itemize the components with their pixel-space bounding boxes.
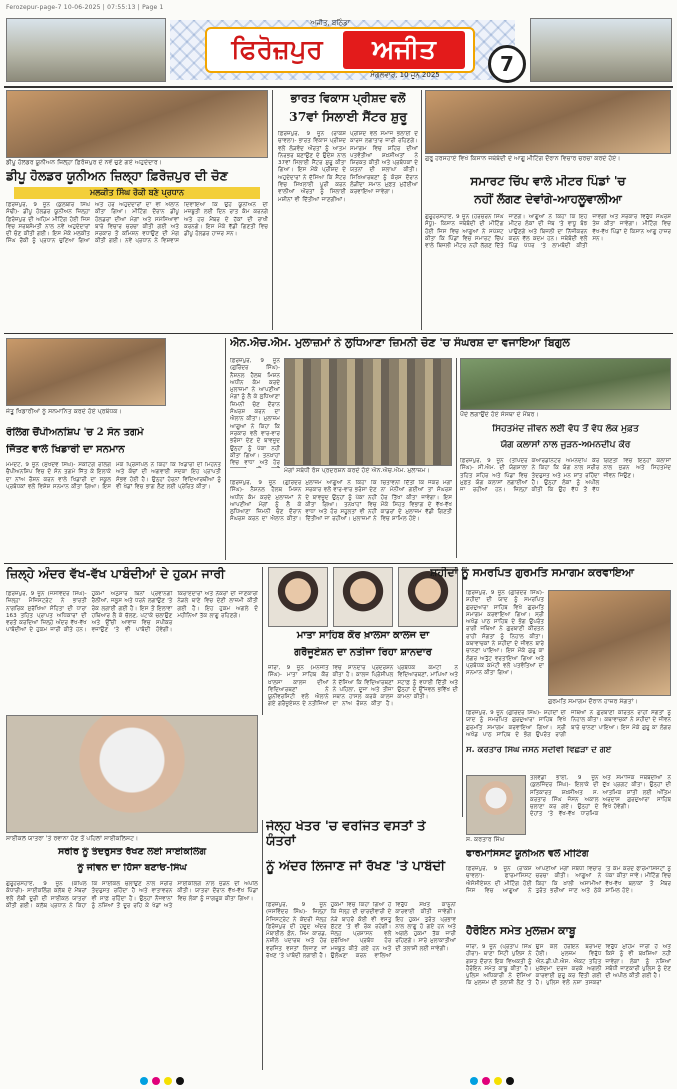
black-swatch [506, 1077, 514, 1085]
jail-body: ਫ਼ਿਰੋਜ਼ਪੁਰ, 9 ਜੂਨ (ਜਸਵਿੰਦਰ ਸਿੰਘ)- ਜ਼ਿਲ੍ਹਾ ਮੈਜਿਸਟ੍ਰੇਟ ਨੇ ਕੇਂਦਰੀ ਜੇਲ੍ਹ ਫ਼ਿਰੋਜ਼ਪੁਰ ਦੀ ਹਦੂਦ ਅੰਦਰ ਮੋਬਾਈਲ ਫ਼ੋਨ, ਸਿਮ ਕਾਰਡ, ਨਸ਼ੀਲੇ ਪਦਾਰਥ ਅਤੇ ਹੋਰ ਵਰਜਿਤ ਵਸਤਾਂ ਲਿਜਾਣ ਜਾਂ ਰੱਖਣ 'ਤੇ ਪਾਬੰਦੀ ਲਗਾਈ ਹੈ। ਹੁਕਮਾਂ ਵਿਚ ਕਿਹਾ ਗਿਆ ਹੈ ਕਿ ਜੇਲ੍ਹ ਦੀ ਚਾਰਦੀਵਾਰੀ ਦੇ ਨੇੜੇ ਬਾਹਰੋਂ ਕੋਈ ਵੀ ਵਸਤੂ ਸੁੱਟਣ 'ਤੇ ਵੀ ਰੋਕ ਰਹੇਗੀ। ਜੇਲ੍ਹ ਪ੍ਰਸ਼ਾਸਨ ਵਲੋਂ ਸੁਰੱਖਿਆ ਪ੍ਰਬੰਧ ਹੋਰ ਮਜ਼ਬੂਤ ਕੀਤੇ ਗਏ ਹਨ ਅਤੇ ਉਲੰਘਣਾ ਕਰਨ ਵਾਲਿਆਂ ਵਿਰੁੱਧ ਸਖ਼ਤ ਕਾਨੂੰਨੀ ਕਾਰਵਾਈ ਕੀਤੀ ਜਾਵੇਗੀ। ਇਹ ਹੁਕਮ ਤੁਰੰਤ ਪ੍ਰਭਾਵ ਨਾਲ ਲਾਗੂ ਹੋ ਗਏ ਹਨ ਅਤੇ ਅਗਲੇ ਹੁਕਮਾਂ ਤੱਕ ਜਾਰੀ ਰਹਿਣਗੇ। ਸਾਰੇ ਮੁਲਾਕਾਤੀਆਂ ਦੀ ਤਲਾਸ਼ੀ ਲਈ ਜਾਵੇਗੀ। [266, 902, 456, 960]
print-registration-strip [0, 1073, 677, 1089]
union-body: ਫ਼ਿਰੋਜ਼ਪੁਰ, 9 ਜੂਨ (ਕੁਲਬੀਰ ਸਿੰਘ ਸੋਢੀ)- ਡੀਪੂ ਹੋਲਡਰ ਯੂਨੀਅਨ ਜ਼ਿਲ੍ਹਾ ਫ਼ਿਰੋਜ਼ਪੁਰ ਦੀ ਅਹਿਮ ਮੀਟਿੰਗ ਹੋਈ ਜਿਸ ਵਿਚ ਸਰਬਸੰਮਤੀ ਨਾਲ ਨਵੇਂ ਅਹੁਦੇਦਾਰਾਂ ਦੀ ਚੋਣ ਕੀਤੀ ਗਈ। ਇਸ ਮੌਕੇ ਮਲਕੀਤ ਸਿੰਘ ਰੌਕੀ ਨੂੰ ਪ੍ਰਧਾਨ ਚੁਣਿਆ ਗਿਆ ਅਤੇ ਹੋਰ ਅਹੁਦੇਦਾਰਾਂ ਦਾ ਵੀ ਐਲਾਨ ਕੀਤਾ ਗਿਆ। ਮੀਟਿੰਗ ਦੌਰਾਨ ਡੀਪੂ ਹੋਲਡਰਾਂ ਦੀਆਂ ਮੰਗਾਂ ਅਤੇ ਸਮੱਸਿਆਵਾਂ ਬਾਰੇ ਵਿਚਾਰ ਚਰਚਾ ਕੀਤੀ ਗਈ ਅਤੇ ਸਰਕਾਰ ਤੋਂ ਕਮਿਸ਼ਨ ਵਧਾਉਣ ਦੀ ਮੰਗ ਕੀਤੀ ਗਈ। ਨਵੇਂ ਪ੍ਰਧਾਨ ਨੇ ਵਿਸ਼ਵਾਸ ਦਿਵਾਇਆ ਕਿ ਉਹ ਯੂਨੀਅਨ ਦੀ ਮਜ਼ਬੂਤੀ ਲਈ ਦਿਨ ਰਾਤ ਕੰਮ ਕਰਨਗੇ ਅਤੇ ਹਰ ਮੈਂਬਰ ਦੇ ਹੱਕਾਂ ਦੀ ਰਾਖੀ ਕਰਨਗੇ। ਇਸ ਮੌਕੇ ਵੱਡੀ ਗਿਣਤੀ ਵਿਚ ਡੀਪੂ ਹੋਲਡਰ ਹਾਜ਼ਰ ਸਨ। [6, 202, 268, 245]
pharmacy-body: ਫ਼ਿਰੋਜ਼ਪੁਰ, 9 ਜੂਨ (ਰਾਕੇਸ਼ ਚਾਵਲਾ)- ਫਾਰਮਾਸਿਸਟ ਐਸੋਸੀਏਸ਼ਨ ਦੀ ਮੀਟਿੰਗ ਹੋਈ ਜਿਸ ਵਿਚ ਆਗੂਆਂ ਨੇ ਆਪਣੀਆਂ ਮੰਗਾਂ ਸਬੰਧੀ ਵਿਚਾਰ ਚਰਚਾ ਕੀਤੀ। ਆਗੂਆਂ ਨੇ ਕਿਹਾ ਕਿ ਖ਼ਾਲੀ ਅਸਾਮੀਆਂ ਤੁਰੰਤ ਭਰੀਆਂ ਜਾਣ ਅਤੇ ਠੇਕੇ 'ਤੇ ਕੰਮ ਕਰਦੇ ਫਾਰਮਾਸਿਸਟਾਂ ਨੂੰ ਪੱਕਾ ਕੀਤਾ ਜਾਵੇ। ਮੀਟਿੰਗ ਵਿਚ ਵੱਖ-ਵੱਖ ਬਲਾਕਾਂ ਤੋਂ ਮੈਂਬਰ ਸ਼ਾਮਿਲ ਹੋਏ। [466, 866, 671, 894]
plants-photo [460, 358, 671, 410]
section-rule [4, 333, 673, 334]
jail-headline-1: ਜੇਲ੍ਹ ਖੇਤਰ 'ਚ ਵਰਜਿਤ ਵਸਤਾਂ ਤੇ ਯੰਤਰਾਂ [266, 820, 426, 849]
plants-body: ਫ਼ਿਰੋਜ਼ਪੁਰ, 9 ਜੂਨ (ਤਪਿੰਦਰ ਸਿੰਘ)- ਸੀ.ਐਮ. ਦੀ ਯੋਗਸ਼ਾਲਾ ਤਹਿਤ ਸ਼ਹਿਰ ਅਤੇ ਪਿੰਡਾਂ ਵਿਚ ਮੁਫ਼ਤ ਯੋਗ ਕਲਾਸਾਂ ਲਗਾਈਆਂ ਜਾ ਰਹੀਆਂ ਹਨ। ਜ਼ਿਲ੍ਹਾ ਕੋਆਰਡੀਨੇਟਰ ਅਮਨਦੀਪ ਕੌਰ ਨੇ ਕਿਹਾ ਕਿ ਯੋਗ ਨਾਲ ਸਰੀਰ ਤੰਦਰੁਸਤ ਅਤੇ ਮਨ ਸ਼ਾਂਤ ਰਹਿੰਦਾ ਹੈ। ਉਨ੍ਹਾਂ ਲੋਕਾਂ ਨੂੰ ਅਪੀਲ ਕੀਤੀ ਕਿ ਉਹ ਵੱਧ ਤੋਂ ਵੱਧ ਗਿਣਤੀ ਵਿਚ ਇਨ੍ਹਾਂ ਕਲਾਸਾਂ ਨਾਲ ਜੁੜਨ ਅਤੇ ਸਿਹਤਮੰਦ ਜੀਵਨ ਜਿਉਣ। [460, 458, 671, 494]
martyrs-headline: ਸ਼ਹੀਦਾਂ ਨੂੰ ਸਮਰਪਿਤ ਗੁਰਮਤਿ ਸਮਾਗਮ ਕਰਵਾਇਆ [430, 567, 634, 579]
cyan-swatch [470, 1077, 478, 1085]
column-divider [272, 90, 273, 330]
result-body: ਜ਼ੀਰਾ, 9 ਜੂਨ (ਮਨਜੀਤ ਸਿੰਘ)- ਮਾਤਾ ਸਾਹਿਬ ਕੌਰ ਖ਼ਾਲਸਾ ਕਾਲਜ ਦੀਆਂ ਵਿਦਿਆਰਥਣਾਂ ਨੇ ਯੂਨੀਵਰਸਿਟੀ ਵਲੋਂ ਐਲਾਨੇ ਗਏ ਗਰੈਜੂਏਸ਼ਨ ਦੇ ਨਤੀਜਿਆਂ ਵਿਚ ਸ਼ਾਨਦਾਰ ਪ੍ਰਦਰਸ਼ਨ ਕੀਤਾ ਹੈ। ਕਾਲਜ ਪ੍ਰਿੰਸੀਪਲ ਨੇ ਦੱਸਿਆ ਕਿ ਵਿਦਿਆਰਥਣਾਂ ਨੇ ਪਹਿਲਾ, ਦੂਜਾ ਅਤੇ ਤੀਜਾ ਸਥਾਨ ਹਾਸਲ ਕਰਕੇ ਕਾਲਜ ਦਾ ਨਾਂਅ ਰੌਸ਼ਨ ਕੀਤਾ ਹੈ। ਪ੍ਰਬੰਧਕ ਕਮੇਟੀ ਨੇ ਵਿਦਿਆਰਥਣਾਂ, ਮਾਪਿਆਂ ਅਤੇ ਸਟਾਫ਼ ਨੂੰ ਵਧਾਈ ਦਿੱਤੀ ਅਤੇ ਉਨ੍ਹਾਂ ਦੇ ਉੱਜਵਲ ਭਵਿੱਖ ਦੀ ਕਾਮਨਾ ਕੀਤੀ। [268, 665, 458, 708]
union-headline: ਡੀਪੂ ਹੋਲਡਰ ਯੂਨੀਅਨ ਜ਼ਿਲ੍ਹਾ ਫ਼ਿਰੋਜ਼ਪੁਰ ਦੀ ਚੋਣ [6, 169, 228, 183]
award-headline-1: ਰੋਲਿੰਗ ਚੈਂਪੀਅਨਸ਼ਿਪ 'ਚ 2 ਸੋਨ ਤਗਮੇ [6, 427, 144, 438]
union-caption: ਡੀਪੂ ਹੋਲਡਰ ਯੂਨੀਅਨ ਜ਼ਿਲ੍ਹਾ ਫ਼ਿਰੋਜ਼ਪੁਰ ਦੇ ਨਵੇਂ ਚੁਣੇ ਗਏ ਅਹੁਦੇਦਾਰ। [6, 159, 162, 166]
plants-headline-2: ਯੋਗ ਕਲਾਸਾਂ ਨਾਲ ਜੁੜਨ-ਅਮਨਦੀਪ ਕੌਰ [500, 440, 631, 450]
union-subhead: ਮਲਕੀਤ ਸਿੰਘ ਰੌਕੀ ਬਣੇ ਪ੍ਰਧਾਨ [14, 187, 260, 199]
masthead-tag: ਅਜੀਤ, ਬਠਿੰਡਾ [310, 19, 350, 27]
masthead-rule [4, 86, 673, 88]
award-caption: ਜੇਤੂ ਖਿਡਾਰੀਆਂ ਨੂੰ ਸਨਮਾਨਿਤ ਕਰਦੇ ਹੋਏ ਪ੍ਰਬੰਧਕ। [6, 408, 122, 415]
result-headline-2: ਗਰੈਜੂਏਸ਼ਨ ਦਾ ਨਤੀਜਾ ਰਿਹਾ ਸ਼ਾਨਦਾਰ [294, 647, 432, 658]
student-photo-2 [333, 567, 393, 627]
masthead-building-photo-right [530, 18, 672, 82]
meter-photo [425, 90, 671, 154]
black-swatch [176, 1077, 184, 1085]
jail-headline-2: ਨੂੰ ਅੰਦਰ ਲਿਜਾਣ ਜਾਂ ਰੱਖਣ 'ਤੇ ਪਾਬੰਦੀ [266, 860, 446, 874]
cycle-headline-2: ਨੂੰ ਜੀਵਨ ਦਾ ਹਿੱਸਾ ਬਣਾਓ-ਸਿੰਘ [77, 863, 187, 873]
award-headline-2: ਜਿੱਤਣ ਵਾਲੇ ਖਿਡਾਰੀ ਦਾ ਸਨਮਾਨ [6, 444, 125, 455]
nhm-caption: ਮੰਗਾਂ ਸਬੰਧੀ ਰੋਸ ਪ੍ਰਦਰਸ਼ਨ ਕਰਦੇ ਹੋਏ ਐਨ.ਐਚ.ਐਮ. ਮੁਲਾਜ਼ਮ। [284, 467, 430, 474]
yellow-swatch [164, 1077, 172, 1085]
nhm-photo [284, 358, 452, 466]
martyrs-body-lead: ਫ਼ਿਰੋਜ਼ਪੁਰ, 9 ਜੂਨ (ਗੁਰਿੰਦਰ ਸਿੰਘ)- ਸ਼ਹੀਦਾਂ ਦੀ ਯਾਦ ਨੂੰ ਸਮਰਪਿਤ ਗੁਰਦੁਆਰਾ ਸਾਹਿਬ ਵਿਖੇ ਗੁਰਮਤਿ ਸਮਾਗਮ ਕਰਵਾਇਆ ਗਿਆ। ਸ੍ਰੀ ਅਖੰਡ ਪਾਠ ਸਾਹਿਬ ਦੇ ਭੋਗ ਉਪਰੰਤ ਰਾਗੀ ਜਥਿਆਂ ਨੇ ਗੁਰਬਾਣੀ ਕੀਰਤਨ ਰਾਹੀਂ ਸੰਗਤਾਂ ਨੂੰ ਨਿਹਾਲ ਕੀਤਾ। ਕਥਾਵਾਚਕਾਂ ਨੇ ਸ਼ਹੀਦਾਂ ਦੇ ਜੀਵਨ ਬਾਰੇ ਚਾਨਣਾ ਪਾਇਆ। ਇਸ ਮੌਕੇ ਗੁਰੂ ਕਾ ਲੰਗਰ ਅਤੁੱਟ ਵਰਤਾਇਆ ਗਿਆ ਅਤੇ ਪ੍ਰਬੰਧਕ ਕਮੇਟੀ ਵਲੋਂ ਪਤਵੰਤਿਆਂ ਦਾ ਸਨਮਾਨ ਕੀਤਾ ਗਿਆ। [466, 590, 544, 677]
cycle-headline-1: ਸਰੀਰ ਨੂੰ ਤੰਦਰੁਸਤ ਰੱਖਣ ਲਈ ਸਾਈਕਲਿੰਗ [57, 847, 207, 857]
page-number: 7 [488, 45, 526, 83]
martyrs-photo [548, 590, 671, 696]
meter-body: ਗੁਰੂਹਰਸਹਾਏ, 9 ਜੂਨ (ਹਰਚਰਨ ਸਿੰਘ ਸੰਧੂ)- ਕਿਸਾਨ ਜਥੇਬੰਦੀ ਦੀ ਮੀਟਿੰਗ ਹੋਈ ਜਿਸ ਵਿਚ ਆਗੂਆਂ ਨੇ ਸਪੱਸ਼ਟ ਕੀਤਾ ਕਿ ਪਿੰਡਾਂ ਵਿਚ ਸਮਾਰਟ ਚਿੱਪ ਵਾਲੇ ਬਿਜਲੀ ਮੀਟਰ ਨਹੀਂ ਲੱਗਣ ਦਿੱਤੇ ਜਾਣਗੇ। ਆਗੂਆਂ ਨੇ ਕਿਹਾ ਕਿ ਇਹ ਮੀਟਰ ਲੋਕਾਂ ਦੀ ਜੇਬ 'ਤੇ ਵਾਧੂ ਬੋਝ ਪਾਉਣਗੇ ਅਤੇ ਬਿਜਲੀ ਦਾ ਨਿੱਜੀਕਰਨ ਕਰਨ ਵੱਲ ਕਦਮ ਹਨ। ਜਥੇਬੰਦੀ ਵਲੋਂ ਪਿੰਡ ਪੱਧਰ 'ਤੇ ਲਾਮਬੰਦੀ ਕੀਤੀ ਜਾਵੇਗੀ ਅਤੇ ਸਰਕਾਰ ਵਿਰੁੱਧ ਸੰਘਰਸ਼ ਤੇਜ਼ ਕੀਤਾ ਜਾਵੇਗਾ। ਮੀਟਿੰਗ ਵਿਚ ਵੱਖ-ਵੱਖ ਪਿੰਡਾਂ ਦੇ ਕਿਸਾਨ ਆਗੂ ਹਾਜ਼ਰ ਸਨ। [425, 214, 671, 250]
orders-headline: ਜ਼ਿਲ੍ਹੇ ਅੰਦਰ ਵੱਖ-ਵੱਖ ਪਾਬੰਦੀਆਂ ਦੇ ਹੁਕਮ ਜਾਰੀ [6, 567, 225, 581]
obit-caption: ਸ. ਕਰਤਾਰ ਸਿੰਘ [466, 836, 505, 843]
orders-body: ਫ਼ਿਰੋਜ਼ਪੁਰ, 9 ਜੂਨ (ਜਸਵਿੰਦਰ ਸਿੰਘ)- ਜ਼ਿਲ੍ਹਾ ਮੈਜਿਸਟ੍ਰੇਟ ਨੇ ਭਾਰਤੀ ਨਾਗਰਿਕ ਸੁਰੱਖਿਆ ਸੰਹਿਤਾ ਦੀ ਧਾਰਾ 163 ਤਹਿਤ ਪ੍ਰਾਪਤ ਅਧਿਕਾਰਾਂ ਦੀ ਵਰਤੋਂ ਕਰਦਿਆਂ ਜ਼ਿਲ੍ਹੇ ਅੰਦਰ ਵੱਖ-ਵੱਖ ਪਾਬੰਦੀਆਂ ਦੇ ਹੁਕਮ ਜਾਰੀ ਕੀਤੇ ਹਨ। ਹੁਕਮਾਂ ਅਨੁਸਾਰ ਬਿਨਾਂ ਪ੍ਰਵਾਨਗੀ ਰੈਲੀਆਂ, ਜਲੂਸ ਅਤੇ ਧਰਨੇ ਲਗਾਉਣ 'ਤੇ ਰੋਕ ਲਗਾਈ ਗਈ ਹੈ। ਇਸ ਤੋਂ ਇਲਾਵਾ ਹਥਿਆਰ ਲੈ ਕੇ ਚੱਲਣ, ਪਟਾਕੇ ਚਲਾਉਣ ਅਤੇ ਉੱਚੀ ਆਵਾਜ਼ ਵਿਚ ਸਪੀਕਰ ਵਜਾਉਣ 'ਤੇ ਵੀ ਪਾਬੰਦੀ ਹੋਵੇਗੀ। ਕਿਰਾਏਦਾਰਾਂ ਅਤੇ ਨੌਕਰਾਂ ਦੀ ਜਾਣਕਾਰੀ ਨੇੜਲੇ ਥਾਣੇ ਵਿਚ ਦੇਣੀ ਲਾਜ਼ਮੀ ਕੀਤੀ ਗਈ ਹੈ। ਇਹ ਹੁਕਮ ਅਗਲੇ ਦੋ ਮਹੀਨਿਆਂ ਤੱਕ ਲਾਗੂ ਰਹਿਣਗੇ। [6, 591, 258, 634]
column-divider [262, 567, 263, 715]
column-divider [225, 338, 226, 560]
result-headline-1: ਮਾਤਾ ਸਾਹਿਬ ਕੌਰ ਖ਼ਾਲਸਾ ਕਾਲਜ ਦਾ [296, 630, 430, 641]
magenta-swatch [152, 1077, 160, 1085]
union-photo [6, 90, 268, 158]
masthead-title-left: ਫਿਰੋਜ਼ਪੁਰ [213, 33, 341, 67]
obit-body: ਤਲਵੰਡੀ ਭਾਈ, 9 ਜੂਨ (ਕੁਲਜਿੰਦਰ ਸਿੰਘ)- ਇਲਾਕੇ ਦੀ ਸਤਿਕਾਰਤ ਸ਼ਖ਼ਸੀਅਤ ਸ. ਕਰਤਾਰ ਸਿੰਘ ਜੋਸਨ ਅਕਾਲ ਚਲਾਣਾ ਕਰ ਗਏ। ਉਨ੍ਹਾਂ ਦੇ ਦੇਹਾਂਤ 'ਤੇ ਵੱਖ-ਵੱਖ ਧਾਰਮਿਕ ਅਤੇ ਸਮਾਜਿਕ ਜਥੇਬੰਦੀਆਂ ਨੇ ਦੁੱਖ ਪ੍ਰਗਟ ਕੀਤਾ। ਉਨ੍ਹਾਂ ਦੀ ਆਤਮਿਕ ਸ਼ਾਂਤੀ ਲਈ ਅੰਤਿਮ ਅਰਦਾਸ ਗੁਰਦੁਆਰਾ ਸਾਹਿਬ ਵਿਖੇ ਹੋਵੇਗੀ। [530, 775, 671, 818]
plants-headline-1: ਸਿਹਤਮੰਦ ਜੀਵਨ ਲਈ ਵੱਧ ਤੋਂ ਵੱਧ ਲੋਕ ਮੁਫ਼ਤ [492, 424, 639, 434]
cycle-caption: ਸਾਈਕਲ ਯਾਤਰਾ 'ਤੇ ਰਵਾਨਾ ਹੋਣ ਤੋਂ ਪਹਿਲਾਂ ਸਾਈਕਲਿਸਟ। [6, 835, 139, 842]
masthead-date: ਮੰਗਲਵਾਰ, 10 ਜੂਨ 2025 [370, 71, 440, 79]
masthead-title [205, 27, 475, 73]
column-divider [262, 820, 263, 1070]
cycle-photo [6, 715, 258, 833]
yellow-swatch [494, 1077, 502, 1085]
print-slug: Ferozepur-page-7 10-06-2025 | 07:55:13 | Page 1 [6, 4, 164, 11]
masthead-building-photo-left [6, 18, 166, 82]
meter-headline-2: ਨਹੀਂ ਲੱਗਣ ਦੇਵਾਂਗੇ-ਆਹਲੂਵਾਲੀਆ [474, 193, 622, 206]
nhm-headline: ਐਨ.ਐਚ.ਐਮ. ਮੁਲਾਜ਼ਮਾਂ ਨੇ ਲੁਧਿਆਣਾ ਜ਼ਿਮਨੀ ਚੋਣ 'ਚ ਸੰਘਰਸ਼ ਦਾ ਵਜਾਇਆ ਬਿਗੁਲ [230, 337, 570, 349]
magenta-swatch [482, 1077, 490, 1085]
obit-headline: ਸ. ਕਰਤਾਰ ਸਿੰਘ ਜੋਸਨ ਸਦੀਵੀ ਵਿਛੋੜਾ ਦੇ ਗਏ [466, 746, 612, 755]
column-divider [456, 358, 457, 558]
martyrs-body: ਫ਼ਿਰੋਜ਼ਪੁਰ, 9 ਜੂਨ (ਗੁਰਿੰਦਰ ਸਿੰਘ)- ਸ਼ਹੀਦਾਂ ਦੀ ਯਾਦ ਨੂੰ ਸਮਰਪਿਤ ਗੁਰਦੁਆਰਾ ਸਾਹਿਬ ਵਿਖੇ ਗੁਰਮਤਿ ਸਮਾਗਮ ਕਰਵਾਇਆ ਗਿਆ। ਸ੍ਰੀ ਅਖੰਡ ਪਾਠ ਸਾਹਿਬ ਦੇ ਭੋਗ ਉਪਰੰਤ ਰਾਗੀ ਜਥਿਆਂ ਨੇ ਗੁਰਬਾਣੀ ਕੀਰਤਨ ਰਾਹੀਂ ਸੰਗਤਾਂ ਨੂੰ ਨਿਹਾਲ ਕੀਤਾ। ਕਥਾਵਾਚਕਾਂ ਨੇ ਸ਼ਹੀਦਾਂ ਦੇ ਜੀਵਨ ਬਾਰੇ ਚਾਨਣਾ ਪਾਇਆ। ਇਸ ਮੌਕੇ ਗੁਰੂ ਕਾ ਲੰਗਰ [466, 710, 671, 738]
pharmacy-headline: ਫਾਰਮਾਸਿਸਟ ਯੂਨੀਅਨ ਵਲੋਂ ਮੀਟਿੰਗ [466, 849, 589, 859]
column-divider [421, 90, 422, 330]
award-body: ਮਮਦੋਟ, 9 ਜੂਨ (ਸੁਖਦੇਵ ਸਿੰਘ)- ਸਕੇਟਿੰਗ ਰੋਲਿੰਗ ਚੈਂਪੀਅਨਸ਼ਿਪ ਵਿਚ ਦੋ ਸੋਨ ਤਗਮੇ ਜਿੱਤ ਕੇ ਇਲਾਕੇ ਦਾ ਨਾਂਅ ਰੌਸ਼ਨ ਕਰਨ ਵਾਲੇ ਖਿਡਾਰੀ ਦਾ ਸਕੂਲ ਪ੍ਰਬੰਧਕਾਂ ਵਲੋਂ ਵਿਸ਼ੇਸ਼ ਸਨਮਾਨ ਕੀਤਾ ਗਿਆ। ਇਸ ਮੌਕੇ ਪ੍ਰਿੰਸੀਪਲ ਨੇ ਕਿਹਾ ਕਿ ਖਿਡਾਰੀ ਦੀ ਮਿਹਨਤ ਅਤੇ ਕੋਚਾਂ ਦੀ ਅਗਵਾਈ ਸਦਕਾ ਇਹ ਪ੍ਰਾਪਤੀ ਸੰਭਵ ਹੋਈ ਹੈ। ਉਨ੍ਹਾਂ ਹੋਰਨਾਂ ਵਿਦਿਆਰਥੀਆਂ ਨੂੰ ਵੀ ਖੇਡਾਂ ਵਿਚ ਭਾਗ ਲੈਣ ਲਈ ਪ੍ਰੇਰਿਤ ਕੀਤਾ। [6, 462, 221, 490]
section-rule [4, 563, 673, 564]
column-divider [462, 567, 463, 817]
skill-headline-1: ਭਾਰਤ ਵਿਕਾਸ ਪ੍ਰੀਸ਼ਦ ਵਲੋਂ [290, 92, 406, 105]
masthead-title-right: ਅਜੀਤ [343, 31, 465, 69]
plants-caption: ਪੌਦੇ ਲਗਾਉਂਦੇ ਹੋਏ ਸੰਸਥਾ ਦੇ ਮੈਂਬਰ। [460, 411, 539, 418]
skill-body: ਫ਼ਿਰੋਜ਼ਪੁਰ, 9 ਜੂਨ (ਰਾਕੇਸ਼ ਚਾਵਲਾ)- ਭਾਰਤ ਵਿਕਾਸ ਪ੍ਰੀਸ਼ਦ ਵਲੋਂ ਲੋੜਵੰਦ ਔਰਤਾਂ ਨੂੰ ਆਤਮ ਨਿਰਭਰ ਬਣਾਉਣ ਦੇ ਉਦੇਸ਼ ਨਾਲ 37ਵਾਂ ਸਿਲਾਈ ਸੈਂਟਰ ਸ਼ੁਰੂ ਕੀਤਾ ਗਿਆ। ਇਸ ਮੌਕੇ ਪ੍ਰੀਸ਼ਦ ਦੇ ਅਹੁਦੇਦਾਰਾਂ ਨੇ ਦੱਸਿਆ ਕਿ ਸੈਂਟਰ ਵਿਚ ਸਿਖਲਾਈ ਪੂਰੀ ਕਰਨ ਵਾਲੀਆਂ ਔਰਤਾਂ ਨੂੰ ਸਿਲਾਈ ਮਸ਼ੀਨਾਂ ਵੀ ਦਿੱਤੀਆਂ ਜਾਣਗੀਆਂ। ਪ੍ਰੀਸ਼ਦ ਵਲੋਂ ਸਮਾਜ ਭਲਾਈ ਦੇ ਕਾਰਜ ਲਗਾਤਾਰ ਜਾਰੀ ਰਹਿਣਗੇ। ਸਮਾਗਮ ਵਿਚ ਸ਼ਹਿਰ ਦੀਆਂ ਪਤਵੰਤੀਆਂ ਸ਼ਖ਼ਸੀਅਤਾਂ ਨੇ ਸ਼ਿਰਕਤ ਕੀਤੀ ਅਤੇ ਪ੍ਰਬੰਧਕਾਂ ਦੇ ਯਤਨਾਂ ਦੀ ਸ਼ਲਾਘਾ ਕੀਤੀ। ਸਿਖਿਆਰਥਣਾਂ ਨੂੰ ਕੋਰਸ ਦੌਰਾਨ ਲੋੜੀਂਦਾ ਸਮਾਨ ਮੁਫ਼ਤ ਮੁਹੱਈਆ ਕਰਵਾਇਆ ਜਾਵੇਗਾ। [278, 131, 418, 203]
meter-headline-1: ਸਮਾਰਟ ਚਿੱਪ ਵਾਲੇ ਮੀਟਰ ਪਿੰਡਾਂ 'ਚ [470, 175, 626, 188]
obit-photo [466, 775, 526, 835]
skill-headline-2: 37ਵਾਂ ਸਿਲਾਈ ਸੈਂਟਰ ਸ਼ੁਰੂ [289, 110, 407, 124]
cyan-swatch [140, 1077, 148, 1085]
heroin-body: ਜ਼ੀਰਾ, 9 ਜੂਨ (ਪ੍ਰਤਾਪ ਸਿੰਘ ਹੀਰਾ)- ਥਾਣਾ ਸਿਟੀ ਪੁਲਿਸ ਨੇ ਗਸ਼ਤ ਦੌਰਾਨ ਇਕ ਵਿਅਕਤੀ ਨੂੰ ਹੈਰੋਇਨ ਸਮੇਤ ਕਾਬੂ ਕੀਤਾ ਹੈ। ਪੁਲਿਸ ਅਧਿਕਾਰੀ ਨੇ ਦੱਸਿਆ ਕਿ ਮੁਲਜ਼ਮ ਦੀ ਤਲਾਸ਼ੀ ਲੈਣ 'ਤੇ ਉਸ ਕੋਲੋਂ ਹੈਰੋਇਨ ਬਰਾਮਦ ਹੋਈ। ਮੁਲਜ਼ਮ ਵਿਰੁੱਧ ਐਨ.ਡੀ.ਪੀ.ਐਸ. ਐਕਟ ਤਹਿਤ ਮੁਕੱਦਮਾ ਦਰਜ ਕਰਕੇ ਅਗਲੀ ਕਾਰਵਾਈ ਸ਼ੁਰੂ ਕਰ ਦਿੱਤੀ ਗਈ ਹੈ। ਪੁਲਿਸ ਵਲੋਂ ਨਸ਼ਾ ਤਸਕਰਾਂ ਵਿਰੁੱਧ ਮੁਹਿੰਮ ਜਾਰੀ ਹੈ ਅਤੇ ਕਿਸੇ ਨੂੰ ਵੀ ਬਖ਼ਸ਼ਿਆ ਨਹੀਂ ਜਾਵੇਗਾ। ਲੋਕਾਂ ਨੂੰ ਨਸ਼ਿਆਂ ਸਬੰਧੀ ਜਾਣਕਾਰੀ ਪੁਲਿਸ ਨੂੰ ਦੇਣ ਦੀ ਅਪੀਲ ਕੀਤੀ ਗਈ ਹੈ। [466, 944, 671, 987]
heroin-headline: ਹੈਰੋਇਨ ਸਮੇਤ ਮੁਲਜ਼ਮ ਕਾਬੂ [466, 925, 576, 937]
meter-caption: ਗੁਰੂ ਹਰਸਹਾਏ ਵਿਖੇ ਕਿਸਾਨ ਜਥੇਬੰਦੀ ਦੇ ਆਗੂ ਮੀਟਿੰਗ ਦੌਰਾਨ ਵਿਚਾਰ ਚਰਚਾ ਕਰਦੇ ਹੋਏ। [425, 155, 621, 162]
nhm-body: ਫ਼ਿਰੋਜ਼ਪੁਰ, 9 ਜੂਨ (ਗੁਰਿੰਦਰ ਸਿੰਘ)- ਨੈਸ਼ਨਲ ਹੈਲਥ ਮਿਸ਼ਨ ਅਧੀਨ ਕੰਮ ਕਰਦੇ ਮੁਲਾਜ਼ਮਾਂ ਨੇ ਆਪਣੀਆਂ ਮੰਗਾਂ ਨੂੰ ਲੈ ਕੇ ਲੁਧਿਆਣਾ ਜ਼ਿਮਨੀ ਚੋਣ ਦੌਰਾਨ ਸੰਘਰਸ਼ ਕਰਨ ਦਾ ਐਲਾਨ ਕੀਤਾ। ਮੁਲਾਜ਼ਮ ਆਗੂਆਂ ਨੇ ਕਿਹਾ ਕਿ ਸਰਕਾਰ ਵਲੋਂ ਵਾਰ-ਵਾਰ ਭਰੋਸਾ ਦੇਣ ਦੇ ਬਾਵਜੂਦ ਉਨ੍ਹਾਂ ਨੂੰ ਪੱਕਾ ਨਹੀਂ ਕੀਤਾ ਗਿਆ। ਤਨਖ਼ਾਹਾਂ ਵਿਚ ਵਾਧਾ ਅਤੇ ਹੋਰ ਸਹੂਲਤਾਂ ਵੀ ਨਹੀਂ ਦਿੱਤੀਆਂ ਜਾ ਰਹੀਆਂ। ਮੁਲਾਜ਼ਮਾਂ ਨੇ ਚਿਤਾਵਨੀ ਦਿੱਤੀ ਕਿ ਜੇਕਰ ਮੰਗਾਂ ਨਾ ਮੰਨੀਆਂ ਗਈਆਂ ਤਾਂ ਸੰਘਰਸ਼ ਹੋਰ ਤਿੱਖਾ ਕੀਤਾ ਜਾਵੇਗਾ। ਇਸ ਮੌਕੇ ਸਿਹਤ ਵਿਭਾਗ ਦੇ ਵੱਖ-ਵੱਖ ਕਾਡਰਾਂ ਦੇ ਮੁਲਾਜ਼ਮ ਵੱਡੀ ਗਿਣਤੀ ਵਿਚ ਸ਼ਾਮਿਲ ਹੋਏ। [230, 480, 452, 523]
martyrs-caption: ਗੁਰਮਤਿ ਸਮਾਗਮ ਦੌਰਾਨ ਹਾਜ਼ਰ ਸੰਗਤਾਂ। [548, 698, 638, 705]
student-photo-1 [268, 567, 328, 627]
award-photo [6, 338, 166, 406]
nhm-body-lead: ਫ਼ਿਰੋਜ਼ਪੁਰ, 9 ਜੂਨ (ਗੁਰਿੰਦਰ ਸਿੰਘ)- ਨੈਸ਼ਨਲ ਹੈਲਥ ਮਿਸ਼ਨ ਅਧੀਨ ਕੰਮ ਕਰਦੇ ਮੁਲਾਜ਼ਮਾਂ ਨੇ ਆਪਣੀਆਂ ਮੰਗਾਂ ਨੂੰ ਲੈ ਕੇ ਲੁਧਿਆਣਾ ਜ਼ਿਮਨੀ ਚੋਣ ਦੌਰਾਨ ਸੰਘਰਸ਼ ਕਰਨ ਦਾ ਐਲਾਨ ਕੀਤਾ। ਮੁਲਾਜ਼ਮ ਆਗੂਆਂ ਨੇ ਕਿਹਾ ਕਿ ਸਰਕਾਰ ਵਲੋਂ ਵਾਰ-ਵਾਰ ਭਰੋਸਾ ਦੇਣ ਦੇ ਬਾਵਜੂਦ ਉਨ੍ਹਾਂ ਨੂੰ ਪੱਕਾ ਨਹੀਂ ਕੀਤਾ ਗਿਆ। ਤਨਖ਼ਾਹਾਂ ਵਿਚ ਵਾਧਾ ਅਤੇ ਹੋਰ [230, 358, 280, 467]
cycle-body: ਗੁਰੂਹਰਸਹਾਏ, 9 ਜੂਨ (ਕਪਿਲ ਕੰਧਾਰੀ)- ਸਾਈਕਲਿੰਗ ਕਲੱਬ ਦੇ ਮੈਂਬਰਾਂ ਵਲੋਂ ਲੰਬੀ ਦੂਰੀ ਦੀ ਸਾਈਕਲ ਯਾਤਰਾ ਕੀਤੀ ਗਈ। ਕਲੱਬ ਪ੍ਰਧਾਨ ਨੇ ਕਿਹਾ ਕਿ ਸਾਈਕਲ ਚਲਾਉਣ ਨਾਲ ਸਰੀਰ ਤੰਦਰੁਸਤ ਰਹਿੰਦਾ ਹੈ ਅਤੇ ਵਾਤਾਵਰਨ ਵੀ ਸਾਫ਼ ਰਹਿੰਦਾ ਹੈ। ਉਨ੍ਹਾਂ ਨੌਜਵਾਨਾਂ ਨੂੰ ਨਸ਼ਿਆਂ ਤੋਂ ਦੂਰ ਰਹਿ ਕੇ ਖੇਡਾਂ ਅਤੇ ਸਾਈਕਲਿੰਗ ਨਾਲ ਜੁੜਨ ਦੀ ਅਪੀਲ ਕੀਤੀ। ਯਾਤਰਾ ਦੌਰਾਨ ਵੱਖ-ਵੱਖ ਪਿੰਡਾਂ ਵਿਚ ਲੋਕਾਂ ਨੂੰ ਜਾਗਰੂਕ ਕੀਤਾ ਗਿਆ। [6, 881, 258, 909]
